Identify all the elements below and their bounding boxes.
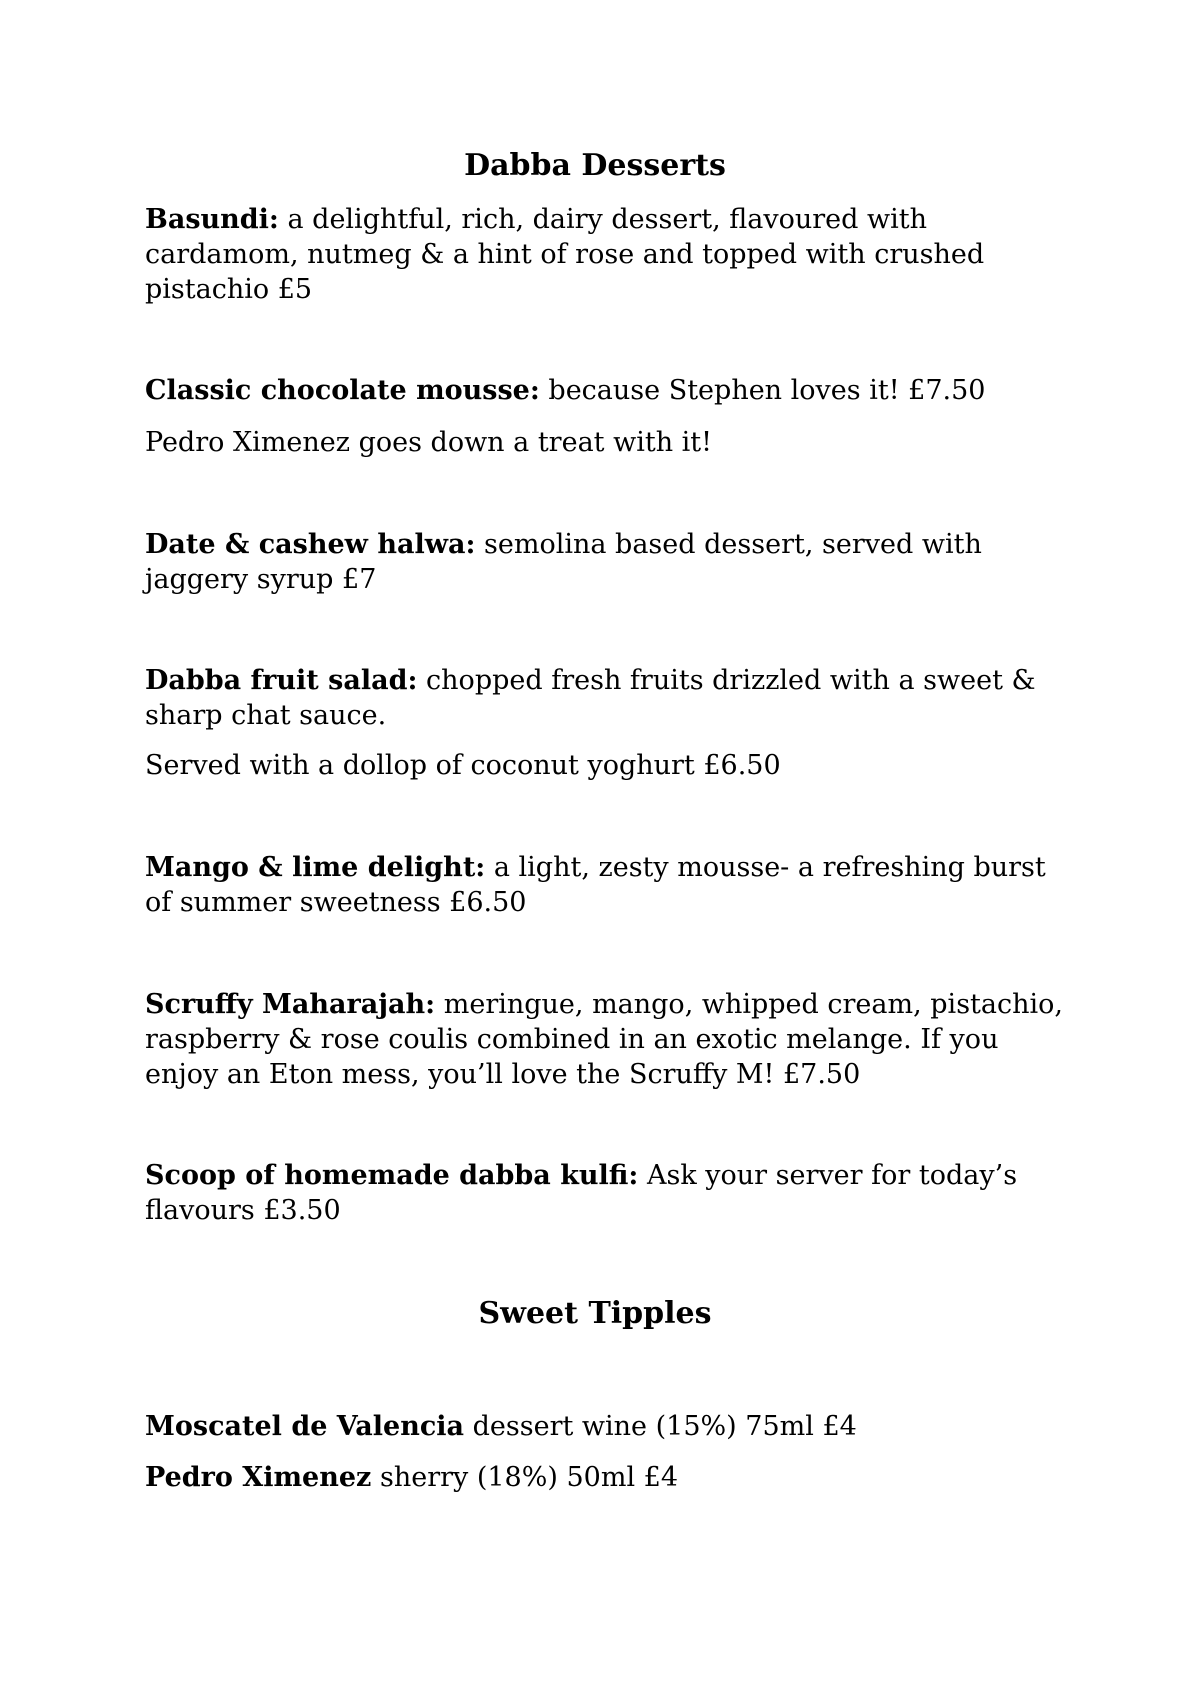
dessert-item-chocolate-mousse: [145, 373, 1085, 408]
dessert-name: Scoop of homemade dabba kulfi:: [145, 1160, 639, 1191]
dessert-name: Date & cashew halwa:: [145, 529, 476, 560]
dessert-desc-line: semolina based dessert, served with: [484, 529, 982, 560]
dessert-desc-line: jaggery syrup £7: [145, 564, 377, 595]
tipple-name: Pedro Ximenez: [145, 1462, 372, 1493]
dessert-item-scruffy-maharajah: [145, 987, 1085, 1092]
dessert-name: Classic chocolate mousse:: [145, 375, 540, 406]
dessert-desc-line: cardamom, nutmeg & a hint of rose and topped with crushed: [145, 239, 985, 270]
dessert-name: Mango & lime delight:: [145, 852, 486, 883]
dessert-desc-line: sharp chat sauce.: [145, 700, 387, 731]
dessert-desc-line: pistachio £5: [145, 274, 313, 305]
dessert-desc-line: Ask your server for today’s: [646, 1160, 1018, 1191]
dessert-note: Served with a dollop of coconut yoghurt £6.50: [145, 750, 781, 781]
dessert-desc-line: enjoy an Eton mess, you’ll love the Scruffy M! £7.50: [145, 1059, 861, 1090]
tipple-name: Moscatel de Valencia: [145, 1411, 465, 1442]
desserts-heading: Dabba Desserts: [464, 148, 726, 183]
dessert-desc-line: raspberry & rose coulis combined in an exotic melange. If you: [145, 1024, 999, 1055]
tipple-item-moscatel: [145, 1409, 1085, 1444]
dessert-desc-line: chopped fresh fruits drizzled with a sweet &: [426, 665, 1036, 696]
dessert-item-basundi: [145, 202, 1085, 307]
tipple-item-pedro-ximenez: [145, 1460, 1085, 1495]
dessert-desc-line: flavours £3.50: [145, 1195, 341, 1226]
dessert-note: Pedro Ximenez goes down a treat with it!: [145, 427, 712, 458]
dessert-item-halwa: [145, 527, 1085, 597]
tipple-desc: sherry (18%) 50ml £4: [379, 1462, 679, 1493]
dessert-desc-line: because Stephen loves it! £7.50: [548, 375, 986, 406]
dessert-desc-line: meringue, mango, whipped cream, pistachio,: [443, 989, 1063, 1020]
tipple-desc: dessert wine (15%) 75ml £4: [472, 1411, 857, 1442]
dessert-item-kulfi: [145, 1158, 1085, 1228]
dessert-desc-line: of summer sweetness £6.50: [145, 887, 527, 918]
dessert-name: Scruffy Maharajah:: [145, 989, 436, 1020]
dessert-name: Basundi:: [145, 204, 279, 235]
dessert-desc-line: a light, zesty mousse- a refreshing burst: [493, 852, 1046, 883]
tipples-heading: Sweet Tipples: [478, 1296, 712, 1331]
dessert-desc-line: a delightful, rich, dairy dessert, flavoured with: [287, 204, 927, 235]
dessert-item-fruit-salad: [145, 663, 1085, 733]
dessert-name: Dabba fruit salad:: [145, 665, 418, 696]
dessert-item-mango-lime: [145, 850, 1085, 920]
